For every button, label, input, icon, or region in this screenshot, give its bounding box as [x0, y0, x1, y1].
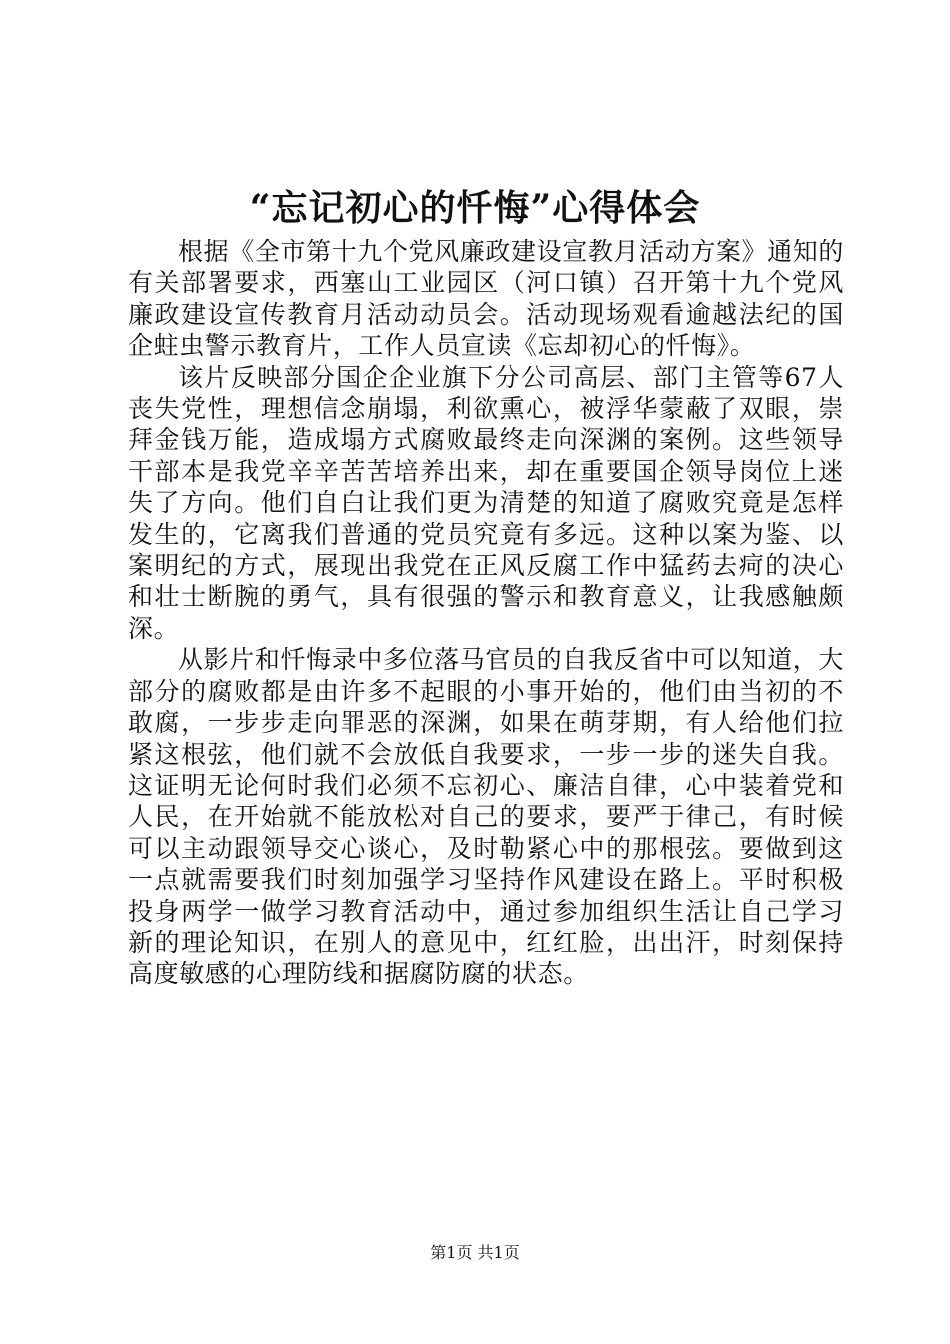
document-title: “忘记初心的忏悔”心得体会 [249, 187, 701, 229]
page-number-footer: 第1页 共1页 [430, 1243, 520, 1262]
document-body [128, 236, 844, 990]
paragraph-2: 该片反映部分国企企业旗下分公司高层、部门主管等67人丧失党性，理想信念崩塌，利欲熏心，被浮华蒙蔽了双眼，崇拜金钱万能，造成塌方式腐败最终走向深渊的案例。这些领导干部本是我党辛辛苦苦培养出来，却在重要国企领导岗位上迷失了方向。他们自白让我们更为清楚的知道了腐败究竟是怎样发生的，它离我们普通的党员究竟有多远。这种以案为鉴、以案明纪的方式，展现出我党在正风反腐工作中猛药去疴的决心和壮士断腕的勇气，具有很强的警示和教育意义，让我感触颇深。 [128, 362, 844, 643]
paragraph-1: 根据《全市第十九个党风廉政建设宣教月活动方案》通知的有关部署要求，西塞山工业园区（河口镇）召开第十九个党风廉政建设宣传教育月活动动员会。活动现场观看逾越法纪的国企蛀虫警示教育片，工作人员宣读《忘却初心的忏悔》。 [128, 237, 844, 361]
paragraph-3: 从影片和忏悔录中多位落马官员的自我反省中可以知道，大部分的腐败都是由许多不起眼的小事开始的，他们由当初的不敢腐，一步步走向罪恶的深渊，如果在萌芽期，有人给他们拉紧这根弦，他们就不会放低自我要求，一步一步的迷失自我。这证明无论何时我们必须不忘初心、廉洁自律，心中装着党和人民，在开始就不能放松对自己的要求，要严于律己，有时候可以主动跟领导交心谈心，及时勒紧心中的那根弦。要做到这一点就需要我们时刻加强学习坚持作风建设在路上。平时积极投身两学一做学习教育活动中，通过参加组织生活让自己学习新的理论知识，在别人的意见中，红红脸，出出汗，时刻保持高度敏感的心理防线和据腐防腐的状态。 [128, 645, 844, 989]
